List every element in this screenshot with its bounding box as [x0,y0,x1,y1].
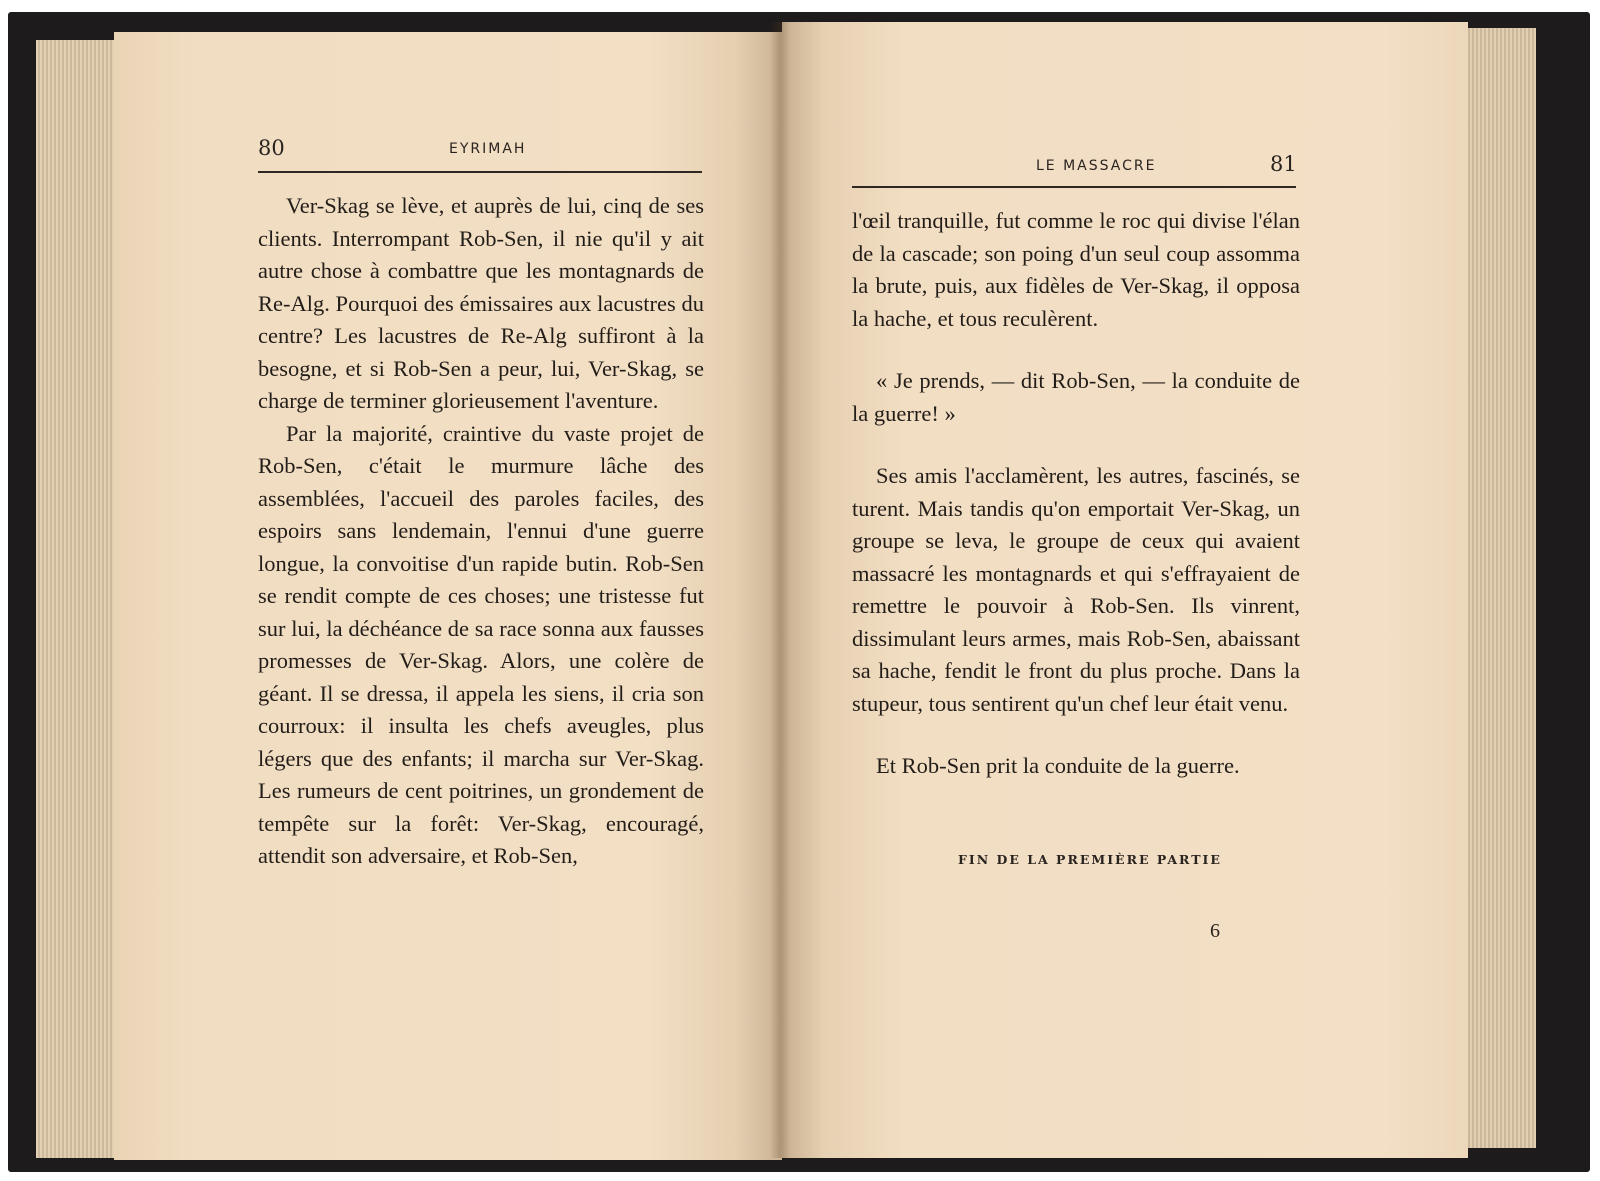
closing-line: Et Rob-Sen prit la conduite de la guerre. [876,753,1240,778]
signature-mark: 6 [1210,920,1220,942]
page-edges-left [36,40,114,1158]
quote: « Je prends, — dit Rob-Sen, — la conduite de la guerre! » [852,368,1300,426]
right-page-number: 81 [1270,152,1297,176]
left-running-title: EYRIMAH [449,141,527,157]
right-running-title: LE MASSACRE [1036,158,1157,174]
end-of-part-note: FIN DE LA PREMIÈRE PARTIE [958,852,1222,867]
paragraph: Par la majorité, craintive du vaste projet de Rob-Sen, c'était le murmure lâche des assemblées, l'accueil des paroles faciles, des espoirs sans lendemain, l'ennui d'une guerre longue, la convoitise d'un rapide butin. Rob-Sen se rendit compte de ces choses; une tristesse fut sur lui, la déchéance de sa race sonna aux fausses promesses de Ver-Skag. Alors, une colère de géant. Il se dressa, il appela les siens, il cria son courroux: il insulta les chefs aveugles, plus légers que des enfants; il marcha sur Ver-Skag. Les rumeurs de cent poitrines, un grondement de tempête sur la forêt: Ver-Skag, encouragé, attendit son adversaire, et Rob-Sen, [258,420,704,868]
right-header-rule [852,186,1296,188]
left-page-body [258,190,704,873]
book-gutter [770,22,790,1158]
left-header-rule [258,171,702,173]
paragraph: Ses amis l'acclamèrent, les autres, fascinés, se turent. Mais tandis qu'on emportait Ver-Skag, un groupe se leva, le groupe de ceux qui avaient massacré les montagnards et qui s'effrayaient de remettre le pouvoir à Rob-Sen. Ils vinrent, dissimulant leurs armes, mais Rob-Sen, abaissant sa hache, fendit le front du plus proche. Dans la stupeur, tous sentirent qu'un chef leur était venu. [852,463,1300,716]
paragraph: l'œil tranquille, fut comme le roc qui divise l'élan de la cascade; son poing d'un seul coup assomma la brute, puis, aux fidèles de Ver-Skag, il opposa la hache, et tous reculèrent. [852,208,1300,331]
right-page-body [852,205,1300,783]
paragraph: Ver-Skag se lève, et auprès de lui, cinq de ses clients. Interrompant Rob-Sen, il nie qu'il y ait autre chose à combattre que les montagnards de Re-Alg. Pourquoi des émissaires aux lacustres du centre? Les lacustres de Re-Alg suffiront à la besogne, et si Rob-Sen a peur, lui, Ver-Skag, se charge de terminer glorieusement l'aventure. [258,193,704,413]
left-page-number: 80 [258,136,285,160]
page-edges-right [1466,28,1536,1148]
